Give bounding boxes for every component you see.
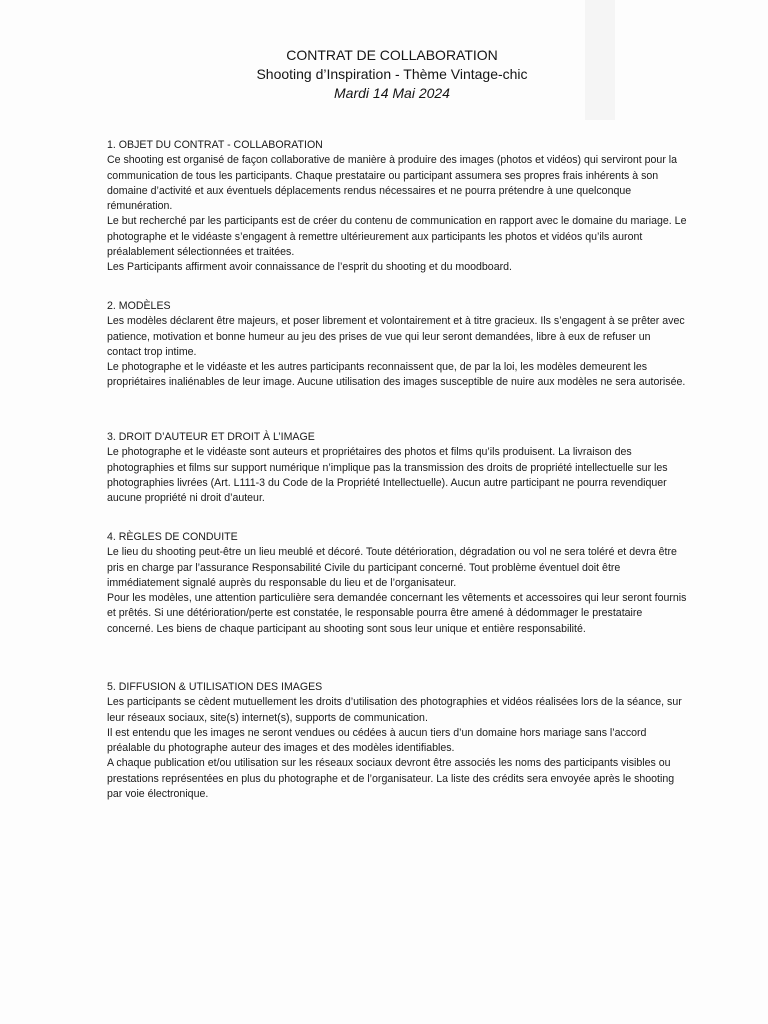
section-heading: 5. DIFFUSION & UTILISATION DES IMAGES [107, 681, 323, 693]
section-paragraph: Pour les modèles, une attention particulière sera demandée concernant les vêtements et accessoires qui leur seront fournis et prêtés. Si une détérioration/perte est constatée, le responsable pourra être amené à dédommager le prestataire concerné. Les biens de chaque participant au shooting sont sous leur unique et entière responsabilité. [107, 592, 687, 635]
document-date: Mardi 14 Mai 2024 [334, 85, 450, 101]
section-paragraph: Les Participants affirment avoir connaissance de l’esprit du shooting et du moodboard. [107, 261, 512, 274]
section-paragraph: Le photographe et le vidéaste sont auteurs et propriétaires des photos et films qu’ils produisent. La livraison des photographies et films sur support numérique n’implique pas la transmission des droits de propriété intellectuelle sur les photographies livrées (Art. L111-3 du Code de la Propriété Intellectuelle). Aucun autre participant ne pourra revendiquer aucune propriété ni droit d’auteur. [107, 446, 668, 505]
section-diffusion-utilisation [107, 680, 687, 802]
section-paragraph: Les modèles déclarent être majeurs, et poser librement et volontairement et à titre gracieux. Ils s’engagent à se prêter avec patience, motivation et bonne humeur au jeu des prises de vue qui leur seront demandées, libre à eux de refuser un contact trop intime. [107, 315, 685, 358]
section-heading: 4. RÈGLES DE CONDUITE [107, 531, 238, 543]
section-paragraph: Le lieu du shooting peut-être un lieu meublé et décoré. Toute détérioration, dégradation ou vol ne sera toléré et devra être pris en charge par l’assurance Responsabilité Civile du participant concerné. Tout problème éventuel doit être immédiatement signalé auprès du responsable du lieu et de l’organisateur. [107, 546, 677, 589]
section-regles-de-conduite [107, 530, 687, 637]
document-title: CONTRAT DE COLLABORATION [286, 47, 498, 63]
document-subtitle: Shooting d’Inspiration - Thème Vintage-chic [256, 66, 528, 82]
section-paragraph: Il est entendu que les images ne seront vendues ou cédées à aucun tiers d’un domaine hors mariage sans l’accord préalable du photographe auteur des images et des modèles identifiables. [107, 726, 647, 755]
document-header [0, 46, 768, 103]
section-modeles [107, 299, 687, 391]
section-heading: 3. DROIT D’AUTEUR ET DROIT À L’IMAGE [107, 431, 315, 443]
section-paragraph: A chaque publication et/ou utilisation sur les réseaux sociaux devront être associés les noms des participants visibles ou prestations représentées en plus du photographe et de l’organisateur. La liste des crédits sera envoyée après le shooting par voie électronique. [107, 757, 675, 801]
section-paragraph: Le but recherché par les participants est de créer du contenu de communication en rapport avec le domaine du mariage. Le photographe et le vidéaste s’engagent à remettre ultérieurement aux participants les photos et vidéos qu’ils auront préalablement sélectionnées et traitées. [107, 215, 687, 259]
section-paragraph: Le photographe et le vidéaste et les autres participants reconnaissent que, de par la loi, les modèles demeurent les propriétaires inaliénables de leur image. Aucune utilisation des images susceptible de nuire aux modèles ne sera autorisée. [107, 361, 686, 389]
section-droit-auteur [107, 430, 687, 506]
section-paragraph: Les participants se cèdent mutuellement les droits d’utilisation des photographies et vidéos réalisées lors de la séance, sur leur réseaux sociaux, site(s) internet(s), supports de communication. [107, 696, 682, 724]
section-heading: 2. MODÈLES [107, 300, 171, 312]
section-objet-du-contrat [107, 138, 687, 276]
section-heading: 1. OBJET DU CONTRAT - COLLABORATION [107, 139, 323, 151]
section-paragraph: Ce shooting est organisé de façon collaborative de manière à produire des images (photos et vidéos) qui serviront pour la communication de tous les participants. Chaque prestataire ou participant assumera ses propres frais inhérents à son domaine d’activité et aux éventuels déplacements rendus nécessaires et ne pourra prétendre à une quelconque rémunération. [107, 154, 678, 213]
